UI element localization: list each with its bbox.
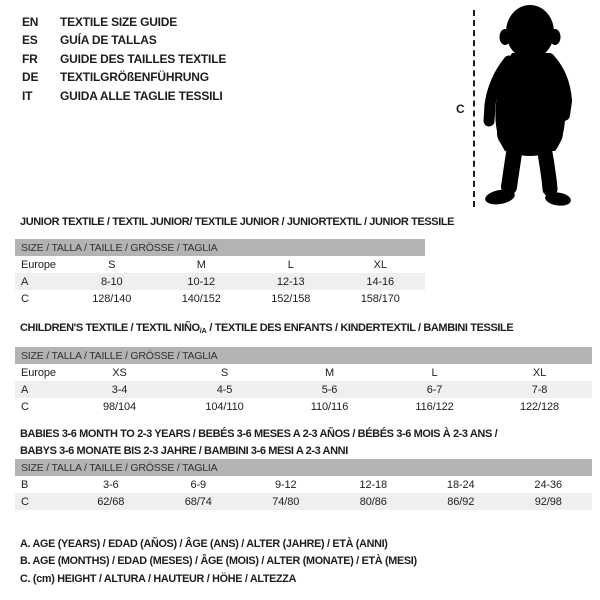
language-list [22, 13, 226, 105]
size-cell: 12-18 [359, 478, 388, 491]
size-cell: 12-13 [276, 275, 305, 288]
language-code: ES [22, 33, 38, 48]
row-label: Europe [21, 258, 56, 271]
size-cell: 14-16 [366, 275, 395, 288]
size-cell: S [108, 258, 116, 271]
language-code: FR [22, 51, 38, 66]
babies-size-table [15, 459, 592, 510]
size-cell: M [196, 258, 206, 271]
height-measure-label: C [456, 102, 465, 116]
height-dashed-line [473, 10, 475, 207]
language-title: GUÍA DE TALLAS [60, 33, 157, 48]
babies-title-line1: BABIES 3-6 MONTH TO 2-3 YEARS / BEBÉS 3-6 MESES A 2-3 AÑOS / BÉBÉS 3-6 MOIS À 2-3 ANS / [20, 428, 498, 440]
size-cell: XS [112, 366, 127, 379]
table-row-age [15, 381, 592, 398]
language-title: GUIDA ALLE TAGLIE TESSILI [60, 88, 223, 103]
size-cell: 4-5 [216, 383, 233, 396]
size-cell: 158/170 [360, 292, 400, 305]
size-cell: 3-6 [102, 478, 119, 491]
size-cell: 62/68 [97, 495, 125, 508]
footnote-a: A. AGE (YEARS) / EDAD (AÑOS) / ÂGE (ANS) / ALTER (JAHRE) / ETÀ (ANNI) [20, 538, 388, 550]
size-cell: M [324, 366, 335, 379]
size-header-label: SIZE / TALLA / TAILLE / GRÖSSE / TAGLIA [21, 241, 218, 254]
size-cell: 128/140 [92, 292, 132, 305]
size-header-label: SIZE / TALLA / TAILLE / GRÖSSE / TAGLIA [21, 349, 218, 362]
size-cell: 6-9 [190, 478, 207, 491]
babies-table-title [20, 426, 497, 460]
size-cell: 5-6 [321, 383, 338, 396]
language-code: IT [22, 88, 33, 103]
language-row-es [22, 31, 226, 49]
language-row-en [22, 13, 226, 31]
footnotes [20, 536, 417, 588]
children-title-sub: /A [199, 328, 207, 335]
children-title-post: / TEXTILE DES ENFANTS / KINDERTEXTIL / BAMBINI TESSILE [206, 322, 514, 334]
table-row-height [15, 493, 592, 510]
size-cell: 140/152 [181, 292, 221, 305]
row-label: C [21, 495, 29, 508]
row-label: A [21, 275, 29, 288]
size-cell: 18-24 [446, 478, 475, 491]
children-title-pre: CHILDREN'S TEXTILE / TEXTIL NIÑO [20, 322, 200, 334]
size-header-bar [15, 347, 592, 364]
table-row-europe [15, 256, 425, 273]
size-cell: 10-12 [187, 275, 216, 288]
size-cell: 98/104 [102, 400, 137, 413]
size-cell: S [220, 366, 229, 379]
size-cell: XL [532, 366, 547, 379]
size-cell: 116/122 [415, 400, 454, 413]
table-row-age [15, 273, 425, 290]
row-label: Europe [21, 366, 56, 379]
language-row-fr [22, 50, 226, 68]
babies-title-line2: BABYS 3-6 MONATE BIS 2-3 JAHRE / BAMBINI 3-6 MESI A 2-3 ANNI [20, 444, 348, 457]
language-title: TEXTILE SIZE GUIDE [60, 15, 178, 29]
size-cell: 86/92 [447, 495, 475, 508]
table-row-height [15, 398, 592, 415]
footnote-c: C. (cm) HEIGHT / ALTURA / HAUTEUR / HÖHE / ALTEZZA [20, 572, 297, 585]
junior-size-table [15, 239, 425, 307]
footnote-b: B. AGE (MONTHS) / EDAD (MESES) / ÂGE (MOIS) / ALTER (MONATE) / ETÀ (MESI) [20, 555, 417, 568]
children-size-table [15, 347, 592, 415]
size-cell: 92/98 [534, 495, 562, 508]
size-cell: 9-12 [274, 478, 297, 491]
size-cell: 8-10 [100, 275, 123, 288]
size-cell: 7-8 [531, 383, 548, 396]
size-header-label: SIZE / TALLA / TAILLE / GRÖSSE / TAGLIA [21, 461, 218, 474]
size-header-bar [15, 239, 425, 256]
size-cell: 80/86 [359, 495, 387, 508]
toddler-silhouette-icon [479, 3, 597, 211]
table-row-europe [15, 364, 592, 381]
row-label: C [21, 292, 29, 305]
size-cell: XL [373, 258, 387, 271]
size-cell: 68/74 [184, 495, 212, 508]
size-cell: 3-4 [111, 383, 128, 396]
language-title: GUIDE DES TAILLES TEXTILE [60, 51, 227, 66]
size-cell: L [431, 366, 438, 379]
language-row-it [22, 87, 226, 105]
language-row-de [22, 68, 226, 86]
row-label: C [21, 400, 29, 413]
size-header-bar [15, 459, 592, 476]
size-cell: 74/80 [272, 495, 300, 508]
children-table-title [20, 322, 513, 335]
junior-table-title: JUNIOR TEXTILE / TEXTIL JUNIOR/ TEXTILE JUNIOR / JUNIORTEXTIL / JUNIOR TESSILE [20, 216, 455, 228]
size-cell: 24-36 [534, 478, 563, 491]
size-cell: 104/110 [205, 400, 244, 413]
size-cell: 6-7 [426, 383, 443, 396]
size-cell: L [287, 258, 294, 271]
table-row-height [15, 290, 425, 307]
table-row-age-months [15, 476, 592, 493]
row-label: B [21, 478, 29, 491]
size-cell: 152/158 [271, 292, 311, 305]
size-cell: 110/116 [310, 400, 349, 413]
size-cell: 122/128 [519, 400, 560, 413]
language-code: EN [22, 15, 39, 29]
language-title: TEXTILGRÖßENFÜHRUNG [60, 70, 209, 85]
row-label: A [21, 383, 29, 396]
language-code: DE [22, 70, 39, 85]
